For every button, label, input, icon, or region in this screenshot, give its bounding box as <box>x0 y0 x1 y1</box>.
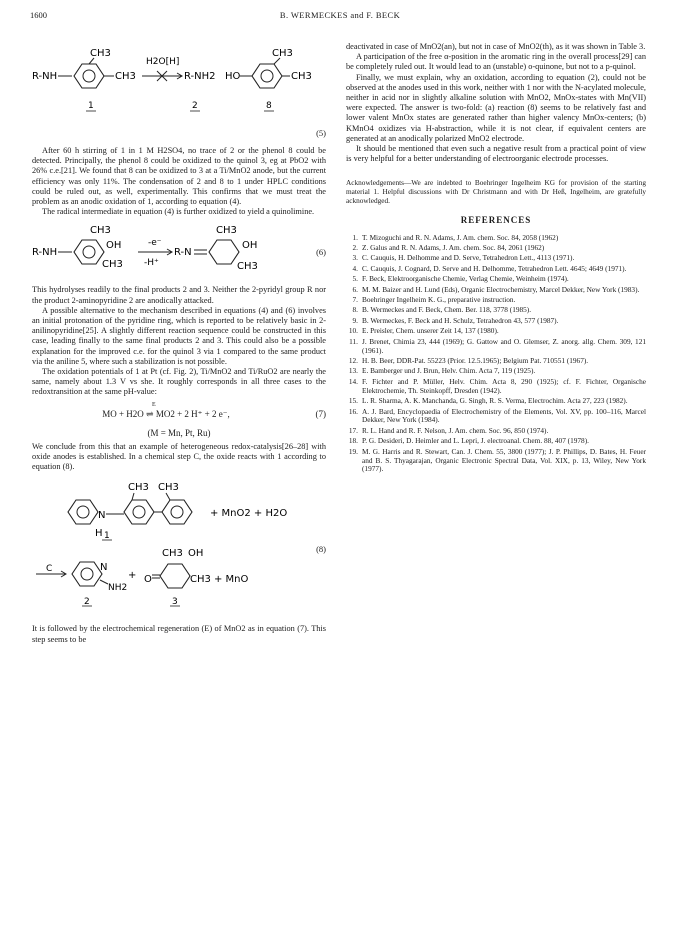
reference-number: 10. <box>348 326 358 336</box>
s8-ch3-b: CH3 <box>158 482 179 494</box>
reference-text: M. M. Baizer and H. Lund (Eds), Organic Electrochemistry, Marcel Dekker, New York (1983). <box>362 284 640 294</box>
s5-r-nh2: R-NH2 <box>184 71 216 82</box>
reference-item <box>346 296 646 305</box>
equation-number-6: (6) <box>316 247 326 258</box>
reference-text: P. G. Desideri, D. Heimler and L. Lepri, J. electroanal. Chem. 88, 407 (1978). <box>362 436 589 446</box>
reference-item <box>346 234 646 243</box>
reference-item <box>346 265 646 274</box>
reference-number: 11. <box>349 336 358 346</box>
s6-reagent-bot: -H⁺ <box>144 258 159 269</box>
s8-label-2: 2 <box>84 597 90 608</box>
paragraph: This hydrolyses readily to the final products 2 and 3. Neither the 2-pyridyl group R nor the product 2-aminopyridine 2 are anodically attacked. <box>32 285 326 305</box>
reference-number: 3. <box>352 253 358 263</box>
reference-text: Boehringer Ingelheim K. G., preparative instruction. <box>362 295 516 305</box>
reference-number: 9. <box>352 315 358 325</box>
s6-ch3-b: CH3 <box>102 259 123 271</box>
reference-item <box>346 357 646 366</box>
s8-n-b: N <box>100 562 108 574</box>
reference-text: E. Bamberger und J. Brun, Helv. Chim. Acta 7, 119 (1925). <box>362 366 536 376</box>
s8-c-label: C <box>46 564 53 575</box>
reference-number: 7. <box>352 295 358 305</box>
left-column <box>32 42 326 645</box>
equation-number-7: (7) <box>315 408 326 419</box>
reference-item <box>346 327 646 336</box>
reference-text: J. Brenet, Chimia 23, 444 (1969); G. Gattow and O. Glemser, Z. anorg. allg. Chem. 309, 121 (1961). <box>362 336 646 355</box>
s6-r-n: R-N <box>174 247 192 259</box>
reference-number: 6. <box>352 284 358 294</box>
reference-number: 14. <box>348 376 358 386</box>
reference-text: F. Fichter and P. Müller, Helv. Chim. Acta 8, 290 (1925); cf. F. Fichter, Organische Elektrochemie, Th. Steinkopff, Dresden (1942). <box>362 376 646 395</box>
s8-plus: + <box>128 570 137 582</box>
s8-ch3-a: CH3 <box>128 482 149 494</box>
s8-h: H <box>95 528 103 540</box>
s8-ch3-c: CH3 <box>162 548 183 560</box>
s5-r-nh: R-NH <box>32 71 58 82</box>
s8-nh2: NH2 <box>108 583 128 594</box>
reaction-scheme-6 <box>32 221 326 285</box>
s6-ch3-d: CH3 <box>237 261 258 273</box>
paragraph: A possible alternative to the mechanism described in equations (4) and (6) involves an initial protonation of the pyridine ring, which is reported to be relatively basic in 2-anilinopyridine[25]. A slightly different reaction sequence could be constructed in this case, leading finally to the same final products 2 and 3. This could also be a possible explanation for the improved c.e. for the quinol 3 via 1 compared to the same product via the aniline 5, where such a stabilization is not possible. <box>32 305 326 366</box>
scheme-8-drawing <box>32 478 326 618</box>
reference-number: 18. <box>348 436 358 446</box>
s8-label-3: 3 <box>172 597 178 608</box>
reference-number: 5. <box>352 274 358 284</box>
paragraph: The radical intermediate in equation (4) is further oxidized to yield a quinolimine. <box>42 207 315 217</box>
reference-number: 2. <box>352 243 358 253</box>
scheme-6-drawing <box>32 221 326 285</box>
paragraph: Finally, we must explain, why an oxidation, according to equation (2), could not be observed at the anodes used in this work, neither with 1 nor with the N-acylated molecule, neither in acid nor in slightly alkaline solution with MnO2, MnOx-states with Mn(VII) were expected. The answer is two-fold: (a) reaction (8) seems to be relatively fast and lower valent MnOx states are generated rather than higher valency MnOx-centers; (b) KMnO4 oxidizes via H-abstraction, while it is not clear, if equivalent centers are generated at an anodically polarized MnO2 electrode. <box>346 72 646 143</box>
paragraph: The oxidation potentials of 1 at Pt (cf. Fig. 2), Ti/MnO2 and Ti/RuO2 are nearly the same, namely about 1.3 V vs she. It roughly corresponds in all three cases to the redoxtransition at the same pH-value: <box>32 367 326 397</box>
reference-text: T. Mizoguchi and R. N. Adams, J. Am. chem. Soc. 84, 2058 (1962) <box>362 232 559 242</box>
reference-item <box>346 448 646 475</box>
s8-n-a: N <box>98 510 106 522</box>
reference-item <box>346 437 646 446</box>
equation-7-note: (M = Mn, Pt, Ru) <box>147 427 211 438</box>
reference-text: Z. Galus and R. N. Adams, J. Am. chem. Soc. 84, 2061 (1962) <box>362 243 545 253</box>
s5-label-8: 8 <box>266 101 272 111</box>
reference-number: 4. <box>352 263 358 273</box>
reference-number: 17. <box>348 425 358 435</box>
s5-label-1: 1 <box>88 101 94 111</box>
equation-number-8: (8) <box>316 544 326 555</box>
page-number: 1600 <box>30 10 47 20</box>
s5-reagent: H2O[H] <box>146 57 180 67</box>
reference-number: 16. <box>348 406 358 416</box>
reference-item <box>346 254 646 263</box>
equation-7-over: E <box>152 401 156 408</box>
paragraph: We conclude from this that an example of heterogeneous redox-catalysis[26–28] with oxide anodes is established. In a chemical step C, the oxide reacts with 1 according to equation (8). <box>32 441 326 472</box>
s5-ho: HO <box>225 71 241 82</box>
reference-text: E. Preisler, Chem. unserer Zeit 14, 137 (1980). <box>362 326 499 336</box>
reference-text: A. J. Bard, Encyclopaedia of Electrochemistry of the Elements, Vol. XV, pp. 100–116, Marcel Dekker, New York (1984). <box>362 406 646 425</box>
reaction-scheme-5 <box>32 42 326 142</box>
equation-7-body: MO + H2O ⇌ MO2 + 2 H⁺ + 2 e⁻, <box>102 408 230 419</box>
reference-item <box>346 275 646 284</box>
s8-plus-mno2: + MnO2 + H2O <box>210 508 288 520</box>
s5-ch3-a: CH3 <box>90 48 111 59</box>
equation-7 <box>32 402 326 426</box>
acknowledgements: Acknowledgements—We are indebted to Boehringer Ingelheim KG for provision of the starting material 1. Helpful discussions with Dr Christmann and with Dr Heß, Ingelheim, are gratefully acknowledged. <box>346 178 646 206</box>
paragraph: It is followed by the electrochemical regeneration (E) of MnO2 as in equation (7). This step seems to be <box>32 624 326 644</box>
s6-oh-b: OH <box>242 240 258 252</box>
s8-ch3-d: CH3 <box>190 574 211 586</box>
s5-label-2: 2 <box>192 101 198 111</box>
reference-number: 8. <box>352 305 358 315</box>
reference-text: H. B. Beer, DDR-Pat. 55223 (Prior. 12.5.1965); Belgium Pat. 710551 (1967). <box>362 356 589 366</box>
reference-item <box>346 408 646 426</box>
reference-text: B. Wermeckes, F. Beck and H. Schulz, Tetrahedron 43, 577 (1987). <box>362 315 559 325</box>
reference-item <box>346 427 646 436</box>
s5-ch3-c: CH3 <box>272 48 293 59</box>
reference-text: L. R. Sharma, A. K. Manchanda, G. Singh, R. S. Verma, Electrochim. Acta 27, 223 (1982). <box>362 396 628 406</box>
references-heading: REFERENCES <box>460 215 532 226</box>
paragraph: After 60 h stirring of 1 in 1 M H2SO4, no trace of 2 or the phenol 8 could be detected. Principally, the phenol 8 could be oxidized to the quinol 3, eg at PbO2 with 26% c.e.[21]. We found that 8 can be oxidized to 3 at a Ti/MnO2 anode, but the current efficiency was only 11%. The condensation of 2 and 8 to 1 under HPLC conditions could be ruled out, as well, experimentally. This confirms that we must treat the problem as an anodic oxidation of 1, according to equation (4). <box>32 146 326 207</box>
reference-text: F. Beck, Elektroorganische Chemie, Verlag Chemie, Weinheim (1974). <box>362 274 569 284</box>
reference-number: 15. <box>348 396 358 406</box>
s5-ch3-d: CH3 <box>291 71 312 82</box>
reference-item <box>346 306 646 315</box>
s6-reagent-top: -e⁻ <box>148 238 162 249</box>
reference-number: 12. <box>348 356 358 366</box>
paragraph: It should be mentioned that even such a negative result from a practical point of view is very helpful for a better understanding of electroorganic electrode processes. <box>346 144 646 164</box>
reference-text: B. Wermeckes and F. Beck, Chem. Ber. 118, 3778 (1985). <box>362 305 532 315</box>
s5-ch3-b: CH3 <box>115 71 136 82</box>
page-header <box>30 10 650 24</box>
s8-mno: + MnO <box>214 574 249 586</box>
paragraph: deactivated in case of MnO2(an), but not in case of MnO2(th), as it was shown in Table 3. <box>346 42 646 51</box>
reference-text: R. L. Hand and R. F. Nelson, J. Am. chem. Soc. 96, 850 (1974). <box>362 425 549 435</box>
reference-text: M. G. Harris and R. Stewart, Can. J. Chem. 55, 3800 (1977); J. P. Phillips, D. Bates, H. Feuer and B. S. Thyagarajan, Organic Electronic Spectral Data, Vol. XIX, p. 13, Wiley, New York (1977). <box>362 446 646 474</box>
reference-text: C. Cauquis, H. Delhomme and D. Serve, Tetrahedron Lett., 4113 (1971). <box>362 253 575 263</box>
scheme-5-drawing <box>32 42 326 142</box>
reference-number: 19. <box>348 446 358 456</box>
reference-list <box>346 234 646 475</box>
s8-oh: OH <box>188 548 204 560</box>
s6-oh-a: OH <box>106 240 122 252</box>
s8-label-1: 1 <box>104 531 110 542</box>
s6-ch3-a: CH3 <box>90 225 111 237</box>
reference-text: C. Cauquis, J. Cognard, D. Serve and H. Delhomme, Tetrahedron Lett. 4645; 4649 (1971). <box>362 263 627 273</box>
reference-item <box>346 244 646 253</box>
reference-item <box>346 338 646 356</box>
reference-item <box>346 378 646 396</box>
right-column <box>346 42 646 476</box>
s6-r-nh: R-NH <box>32 247 58 259</box>
reference-number: 1. <box>352 232 358 242</box>
paragraph: A participation of the free α-position in the aromatic ring in the overall process[29] can be completely ruled out. It would lead to an (unstable) o-quinone, but not to a p-quinol. <box>346 52 646 72</box>
s8-o: O <box>144 574 152 586</box>
reference-item <box>346 397 646 406</box>
reaction-scheme-8 <box>32 478 326 618</box>
s6-ch3-c: CH3 <box>216 225 237 237</box>
equation-number-5: (5) <box>316 128 326 138</box>
reference-item <box>346 367 646 376</box>
reference-number: 13. <box>348 366 358 376</box>
reference-item <box>346 286 646 295</box>
running-head: B. WERMECKES and F. BECK <box>279 10 401 20</box>
reference-item <box>346 317 646 326</box>
